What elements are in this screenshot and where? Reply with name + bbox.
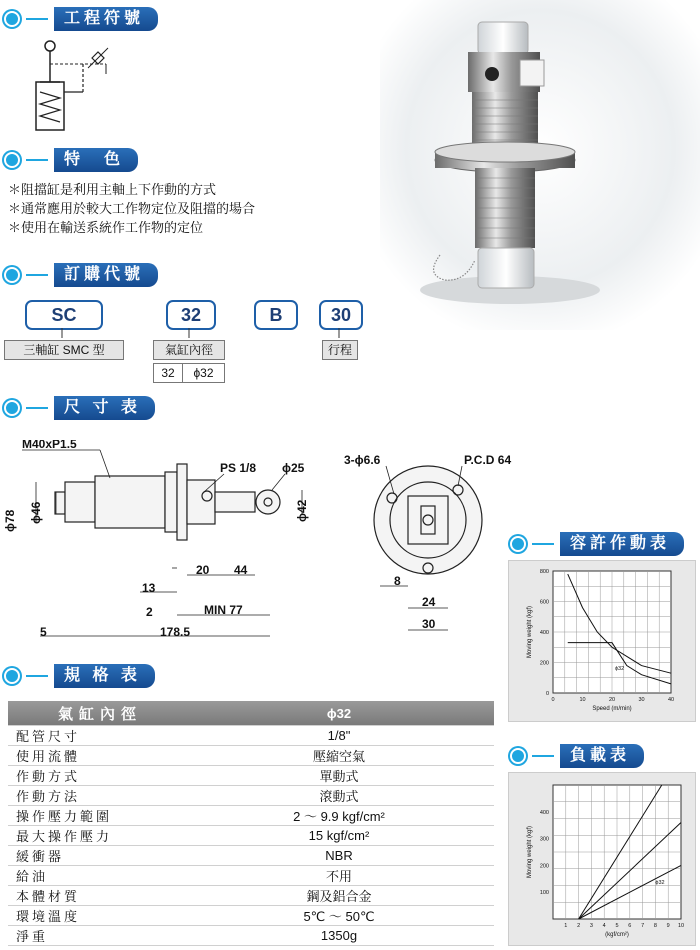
x-tick-label: 7 [641,923,645,929]
bullet-icon [4,668,20,684]
label-model: 三軸缸 SMC 型 [4,340,124,360]
dim-d25: ϕ25 [282,461,305,475]
order-code-bore: 32 [166,300,216,330]
bullet-icon [4,400,20,416]
y-tick-label: 600 [539,599,549,606]
feature-item: ＊通常應用於較大工作物定位及阻擋的場合 [8,201,256,216]
y-tick-label: 300 [539,836,549,843]
spec-table [8,701,494,946]
table-row: 作動方法 滾動式 [8,786,494,806]
dim-min77: MIN 77 [204,603,243,617]
speed-chart-panel [508,560,696,722]
y-tick-label: 0 [545,691,549,697]
dim-d78: ϕ78 [3,509,17,532]
header-features [0,149,170,171]
dim-d42: ϕ42 [295,499,309,522]
annotation-label: ϕ32 [655,880,665,887]
table-row: 緩衝器 NBR [8,846,494,866]
label-bore: 氣缸內徑 [153,340,225,360]
table-row: 給油 不用 [8,866,494,886]
dim-8: 8 [394,574,401,588]
table-row: 配管尺寸 1/8" [8,726,494,746]
section-title: 特 色 [54,148,138,172]
table-row: 環境溫度 5℃ ～ 50℃ [8,906,494,926]
x-tick-label: 8 [653,923,657,929]
order-code-connectors [0,326,380,340]
x-tick-label: 0 [551,697,555,703]
feature-item: ＊阻擋缸是利用主軸上下作動的方式 [8,182,217,197]
dim-24: 24 [422,595,436,609]
x-tick-label: 6 [628,923,632,929]
dim-13: 13 [142,581,156,595]
bore-table-size: ϕ32 [182,363,225,383]
pneumatic-symbol-icon [28,34,118,134]
header-load-chart [506,745,656,767]
dim-ps: PS 1/8 [220,461,257,475]
load-chart-panel [508,772,696,946]
dim-d46: ϕ46 [29,501,43,524]
x-tick-label: 40 [667,697,675,703]
spec-header-value: ϕ32 [184,701,494,726]
dim-holes: 3-ϕ6.6 [344,453,381,467]
table-row: 淨重 1350g [8,926,494,946]
x-tick-label: 5 [615,923,619,929]
x-tick-label: 2 [577,923,581,929]
header-spec [0,665,170,687]
section-title: 負載表 [560,744,644,768]
dim-30: 30 [422,617,436,631]
dim-thread: M40xP1.5 [22,440,77,451]
spec-header-row [8,701,494,726]
dim-178: 178.5 [160,625,191,639]
x-tick-label: 10 [677,923,685,929]
section-title: 工程符號 [54,7,158,31]
label-stroke: 行程 [322,340,358,360]
header-symbol [0,8,170,30]
bore-table-code: 32 [153,363,183,383]
section-title: 尺 寸 表 [54,396,155,420]
spec-header-key: 氣缸內徑 [8,701,184,726]
dim-2: 2 [146,605,153,619]
x-tick-label: 9 [666,923,670,929]
x-tick-label: 20 [608,697,616,703]
table-row: 作動方式 單動式 [8,766,494,786]
x-axis-label: (kgf/cm²) [605,932,629,938]
table-row: 操作壓力範圍 2 ～ 9.9 kgf/cm² [8,806,494,826]
y-axis-label: Moving weight (kgf) [527,825,533,879]
load-chart [509,773,695,945]
section-title: 規 格 表 [54,664,155,688]
section-title: 訂購代號 [54,263,158,287]
x-tick-label: 4 [602,923,606,929]
order-code-b: B [254,300,298,330]
x-axis-label: Speed (m/min) [592,706,632,712]
bullet-icon [510,748,526,764]
feature-item: ＊使用在輸送系統作工作物的定位 [8,220,204,235]
y-tick-label: 100 [539,890,549,897]
dim-pcd: P.C.D 64 [464,453,512,467]
annotation-label: ϕ32 [614,666,625,673]
y-tick-label: 200 [539,660,549,667]
y-axis-label: Moving weight (kgf) [527,605,533,659]
section-title: 容許作動表 [560,532,684,556]
header-dimensions [0,397,170,419]
bullet-icon [4,152,20,168]
bullet-icon [4,11,20,27]
product-photo [380,0,700,330]
y-tick-label: 200 [539,863,549,870]
header-speed-chart [506,533,696,555]
header-order [0,264,170,286]
dim-5: 5 [40,625,47,639]
x-tick-label: 3 [589,923,593,929]
table-row: 使用流體 壓縮空氣 [8,746,494,766]
table-row: 最大操作壓力 15 kgf/cm² [8,826,494,846]
bullet-icon [4,267,20,283]
speed-chart [509,561,695,721]
dimension-drawing [0,440,520,650]
y-tick-label: 400 [539,630,549,636]
y-tick-label: 800 [539,569,549,575]
y-tick-label: 400 [539,809,549,816]
dim-44: 44 [234,563,248,577]
table-row: 本體材質 鋼及鋁合金 [8,886,494,906]
order-code-stroke: 30 [319,300,363,330]
x-tick-label: 1 [564,923,568,929]
dim-20: 20 [196,563,210,577]
order-code-sc: SC [25,300,103,330]
x-tick-label: 10 [579,697,586,703]
x-tick-label: 30 [638,697,645,703]
